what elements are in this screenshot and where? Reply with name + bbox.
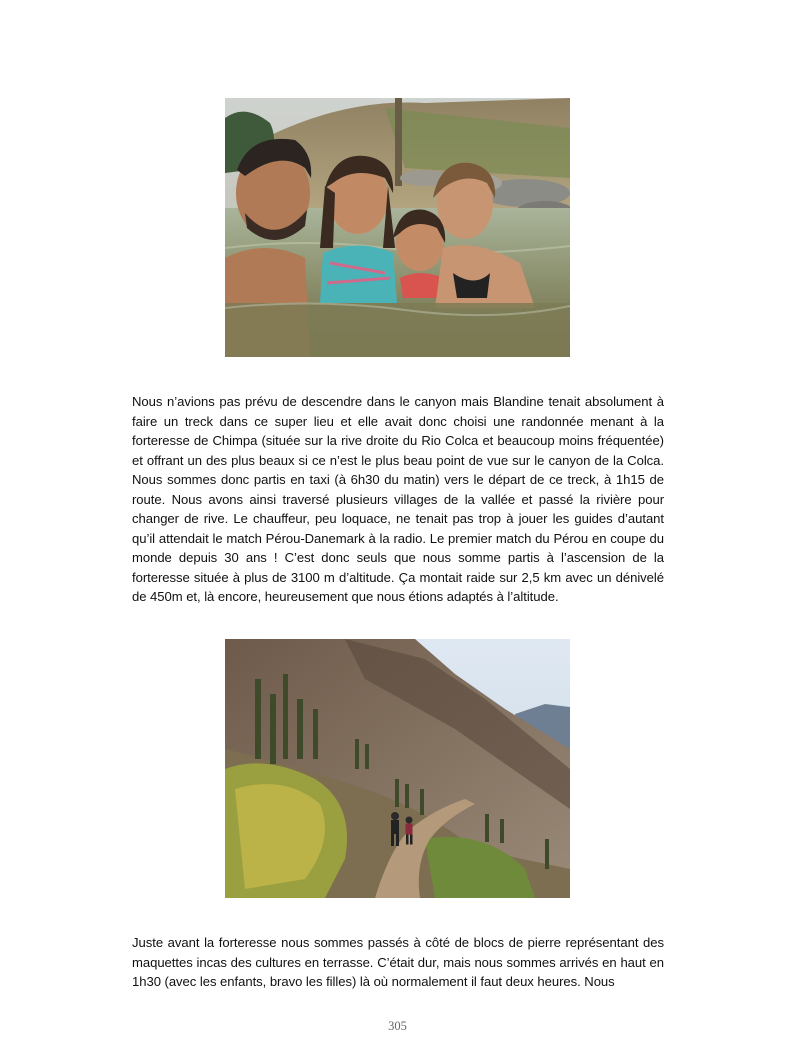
canyon-hike-photo — [225, 639, 570, 898]
body-paragraph: Nous n’avions pas prévu de descendre dans le canyon mais Blandine tenait absolument à faire un treck dans ce super lieu et elle avait donc choisi une randonnée menant à la forteresse de Chimpa (située sur la rive droite du Rio Colca et beaucoup moins fréquentée) et offrant un des plus beaux si ce n’est le plus beau point de vue sur le canyon de la Colca. Nous sommes donc partis en taxi (à 6h30 du matin) vers le départ de ce treck, à 1h15 de route. Nous avons ainsi traversé plusieurs villages de la vallée et passé la rivière pour changer de rive. Le chauffeur, peu loquace, ne tenait pas trop à jouer les guides d’autant qu’il attendait le match Pérou-Danemark à la radio. Le premier match du Pérou en coupe du monde depuis 30 ans ! C’est donc seuls que nous somme partis à l’ascension de la forteresse située à plus de 3100 m d’altitude. Ça montait raide sur 2,5 km avec un dénivelé de 450m et, là encore, heureusement que nous étions adaptés à l’altitude. — [132, 394, 664, 604]
page-number: 305 — [388, 1019, 407, 1033]
body-paragraph: Juste avant la forteresse nous sommes passés à côté de blocs de pierre représentant des maquettes incas des cultures en terrasse. C’était dur, mais nous sommes arrivés en haut en 1h30 (avec les enfants, bravo les filles) là où normalement il faut deux heures. Nous — [132, 935, 664, 989]
family-hot-spring-photo — [225, 98, 570, 357]
